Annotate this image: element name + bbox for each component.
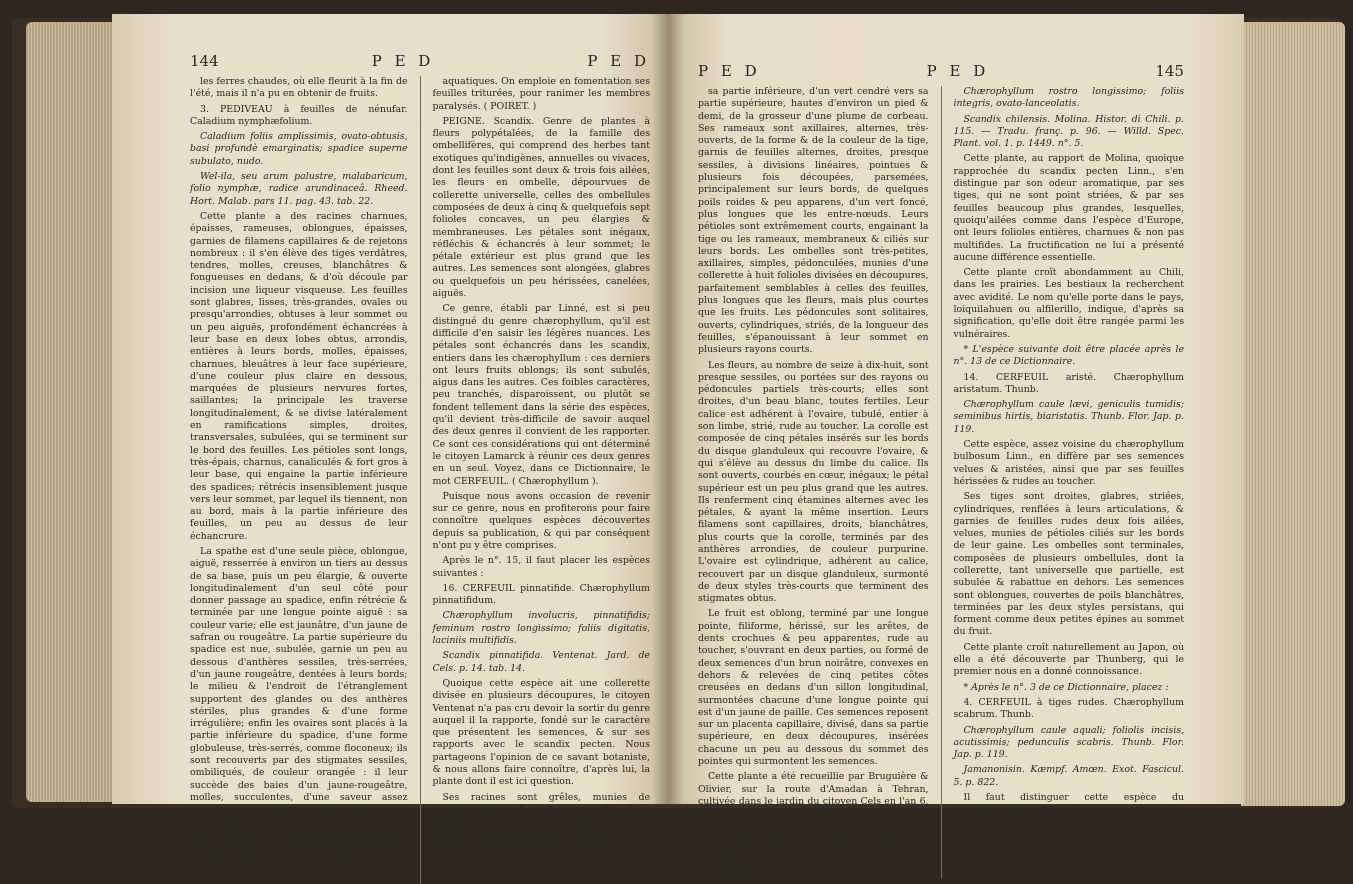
paragraph: aquatiques. On emploie en fomentation ses feuilles triturées, pour ranimer les membres paralysés. ( POIRET. ) [432, 76, 651, 112]
right-page-header [698, 62, 1184, 80]
paragraph: Wel-ila, seu arum palustre, malabaricum, folio nymphæ, radice arundinaceâ. Rheed. Hort. Malab. pars 11. pag. 43. tab. 22. [190, 171, 408, 207]
signature-mark: T [1177, 831, 1185, 843]
paragraph: La spathe est d'une seule pièce, oblongue, aiguë, resserrée à environ un tiers au dessus de sa base, puis un peu élargie, & ouverte longitudinalement d'un seul côté pour donner passage au spadice, enfin rétrécie & terminée par une longue pointe aiguë : sa couleur varie; elle est jaunâtre, d'un jaune de safran ou rougeâtre. La partie supérieure du spadice est nue, subulée, garnie un peu au dessous d'anthères sessiles, très-serrées, d'un jaune rougeâtre, dentées à leurs bords; le milieu & l'endroit de l'étranglement supportent des glandes ou des anthères stériles, plus grandes & d'une forme irrégulière; enfin les ovaires sont placés à la partie inférieure du spadice, d'une forme globuleuse, très-serrés, comme floconeux; ils sont recouverts par des stigmates sessiles, ombiliqués, de couleur orangée : il leur succède des baies d'un jaune-rougeâtre, molles, succulentes, d'une saveur assez douce, quoique toutes les autres parties de cette plante soient âcres & brûlantes : elles contiennent huit à dix semences oblongues, un peu arrondies, d'un blanc roussâtre. [190, 545, 408, 853]
paragraph: Chærophyllum caule lævi, geniculis tumidis; seminibus hirtis, biaristatis. Thunb. Flor. Jap. p. 119. [953, 399, 1185, 435]
paragraph: Cette plante croît naturellement au Japon, où elle a été découverte par Thunberg, qui le premier nous en a donné connoissance. [953, 641, 1185, 678]
catchword: sa [639, 856, 651, 868]
signature-line: Botanique. Tome V. [708, 863, 800, 875]
paragraph: * L'espèce suivante doit être placée après le n°. 13 de ce Dictionnaire. [953, 343, 1185, 368]
paragraph: Chærophyllum involucris, pinnatifidis; feminum rostro longissimo; foliis digitatis, laciniis multifidis. [432, 610, 651, 647]
paragraph: Les fleurs, au nombre de seize à dix-huit, sont presque sessiles, ou portées sur des rayons ou pédoncules partiels très-courts; elles sont droites, d'un beau blanc, toutes fertiles. Leur calice est adhérent à l'ovaire, tubulé, entier à son limbe, strié, rude au toucher. La corolle est composée de cinq pétales insérés sur les bords du disque glanduleux qui recouvre l'ovaire, & qui s'élève au dessus du limbe du calice. Ils sont ouverts, courbés en cœur, inégaux; le pétal supérieur est un peu plus grand que les autres. Ils renferment cinq étamines alternes avec les pétales, & ayant la même insertion. Leurs filamens sont capillaires, droits, blanchâtres, plus courts que la corolle, terminés par des anthères arrondies, de couleur purpurine. L'ovaire est cylindrique, adhérent au calice, recouvert par un disque glanduleux, surmonté de deux styles très-courts que terminent des stigmates obtus. [698, 359, 929, 605]
right-column-1 [698, 86, 929, 879]
paragraph: 3. PEDIVEAU à feuilles de nénufar. Caladium nymphæfolium. [190, 103, 408, 127]
paragraph: Cette plante, au rapport de Molina, quoique rapprochée du scandix pecten Linn., s'en distingue par son odeur aromatique, par ses tiges, qui ne sont point striées, & par ses feuilles beaucoup plus grandes, lesquelles, quoiqu'ailées comme dans l'espèce d'Europe, ont leurs folioles entières, charnues & non pas multifides. La fructification ne lui a présenté aucune différence essentielle. [953, 153, 1185, 263]
paragraph: Il faut distinguer cette espèce du chærophyllum hirsutum Linn., par ses feuilles bien plus petites [953, 792, 1185, 828]
paragraph: 14. CERFEUIL aristé. Chærophyllum aristatum. Thunb. [953, 371, 1185, 395]
paragraph: Cette plante a été recueillie par Bruguière & Olivier, sur la route d'Amadan à Tehran, cultivée dans le jardin du citoyen Cels en l'an 6, où elle a fleuri en prairial. ⊙ ( Caract. ex Ventenat. ) [698, 771, 929, 832]
page-number: 144 [190, 52, 219, 70]
running-head: P E D [371, 52, 435, 70]
paragraph: Ses racines sont grêles, munies de quelques fibres, & d'un gris cendré. Elles poussent des tiges presque droites, cylindriques, sillonnées, un peu rudes au toucher, rameuses, de couleur brune à [432, 791, 651, 852]
paragraph: Scandix pinnatifida. Ventenat. Jard. de Cels. p. 14. tab. 14. [432, 650, 651, 674]
paragraph: Cette plante a des racines charnues, épaisses, rameuses, oblongues, épaisses, garnies de filamens capillaires & de rejetons nombreux : il s'en élève des tiges verdâtres, tendres, molles, creuses, blanchâtres & fongueuses en dedans, & d'où découle par incision une liqueur visqueuse. Les feuilles sont glabres, lisses, très-grandes, ovales ou presqu'arrondies, obtuses à leur sommet ou un peu aiguës, profondément échancrées à leur base en deux lobes obtus, arrondis, entières à leurs bords, molles, épaisses, charnues, bleuâtres à leur face supérieure, d'une couleur plus claire en dessous, marquées de plusieurs nervures fortes, saillantes; la principale les traverse longitudinalement, & se divise latéralement en ramifications simples, droites, transversales, subulées, qui se terminent sur le bord des feuilles. Les pétioles sont longs, très-épais, charnus, canaliculés & fort gros à leur base, qui engaine la partie inférieure des spadices; rétrécis insensiblement jusque vers leur sommet, par lequel ils tiennent, non au bord, mais à la partie inférieure des feuilles, un peu au dessus de leur échancrure. [190, 210, 408, 542]
right-page [668, 14, 1244, 875]
page-number: 145 [1155, 62, 1184, 80]
left-page-edges [26, 22, 112, 802]
paragraph: Chærophyllum rostro longissimo; foliis integris, ovato-lanceolatis. [953, 86, 1185, 110]
running-head: P E D [926, 62, 990, 80]
paragraph: * Après le n°. 3 de ce Dictionnaire, placez : [963, 681, 1169, 693]
left-column-1 [190, 76, 408, 884]
book-gutter [652, 14, 684, 804]
paragraph: Quoique cette espèce ait une collerette divisée en plusieurs découpures, le citoyen Ventenat n'a pas cru devoir la sortir du genre auquel il la rapporte, fondé sur le caractère que présentent les semences, & sur ses rapports avec le scandix pecten. Nous partageons l'opinion de ce savant botaniste, & nous allons faire connoître, d'après lui, la plante dont il est ici question. [432, 677, 651, 788]
paragraph: 17. CERFEUIL du Chili. Chærophyllum chilense. [698, 835, 929, 860]
right-column-2 [953, 86, 1184, 879]
right-page-edges [1241, 22, 1345, 806]
left-page [112, 14, 668, 880]
left-page-header [190, 52, 650, 70]
column-rule [941, 86, 942, 879]
paragraph: Le fruit est oblong, terminé par une longue pointe, filiforme, hérissé, sur les arêtes, de dents crochues & peu apparentes, rude au toucher, s'ouvrant en deux parties, ou formé de deux semences d'un brun noirâtre, convexes en dehors & relevées de cinq petites côtes creusées en dedans d'un sillon longitudinal, surmontées chacune d'une longue pointe qui est d'un jaune de paille. Ces semences reposent sur un placenta capillaire, divisé, dans sa partie supérieure, en deux découpures, insérées chacune un peu au dessous du sommet des pointes qui surmontent les semences. [698, 608, 929, 768]
paragraph: Ce genre, établi par Linné, est si peu distingué du genre chærophyllum, qu'il est difficile d'en saisir les légères nuances. Les pétales sont échancrés dans les scandix, entiers dans les chærophyllum : ces derniers ont leurs fruits oblongs; ils sont subulés, aigus dans les autres. Ces foibles caractères, peu tranchés, disparoissent, ou plutôt se fondent tellement dans la série des espèces, qu'il devient très-difficile de savoir auquel des deux genres il convient de les rapporter. Ce sont ces considérations qui ont déterminé le citoyen Lamarck à réunir ces deux genres en un seul. Voyez, dans ce Dictionnaire, le mot CERFEUIL. ( Chærophyllum ). [432, 303, 651, 487]
paragraph: Ses tiges sont droites, glabres, striées, cylindriques, renflées à leurs articulations, & garnies de feuilles rudes deux fois ailées, velues, munies de pétioles ciliés sur les bords de leur gaine. Les ombelles sont terminales, composées de plusieurs ombellules, dont la collerette, tant universelle que partielle, est subulée & rabattue en dehors. Les semences sont oblongues, couvertes de poils blanchâtres, terminées par les deux styles persistans, qui forment comme deux petites épines au sommet du fruit. [953, 491, 1185, 638]
paragraph: Chærophyllum caule aquali; foliolis incisis, acutissimis; pedunculis scabris. Thunb. Flor. Jap. p. 119. [953, 724, 1185, 761]
paragraph: Caladium foliis amplissimis, ovato-obtusis, basi profundè emarginatis; spadice superne subulato, nudo. [190, 131, 408, 167]
paragraph: Cette plante croît abondamment au Chili, dans les prairies. Les bestiaux la recherchent avec avidité. Le nom qu'elle porte dans le pays, loiquilahuen ou alfilerillo, indique, d'après sa signification, qu'elle doit être rangée parmi les vulnéraires. [953, 267, 1185, 340]
running-head: P E D [698, 62, 761, 80]
paragraph: sa partie inférieure, d'un vert cendré vers sa partie supérieure, hautes d'environ un pied & demi, de la grosseur d'une plume de corbeau. Ses rameaux sont axillaires, alternes, très-ouverts, de la forme & de la couleur de la tige, garnis de feuilles alternes, droites, presque sessiles, à divisions linéaires, pointues & plusieurs fois découpées, parsemées, principalement sur leurs bords, de quelques poils roides & peu apparens, d'un vert foncé, plus longues que les entre-nœuds. Leurs pétioles sont extrêmement courts, engainant la tige ou les rameaux, membraneux & ciliés sur leurs bords. Les ombelles sont très-petites, axillaires, simples, pédonculées, munies d'une collerette à huit folioles divisées en découpures, parfaitement semblables à celles des feuilles, plus longues que les fleurs, mais plus courtes que les fruits. Les pédoncules sont solitaires, ouverts, cylindriques, striés, de la longueur des feuilles, s'épanouissant à leur sommet en plusieurs rayons courts. [698, 86, 929, 356]
paragraph: Scandix chilensis. Molina. Histor. di Chili. p. 115. — Tradu. franç. p. 96. — Willd. Spec. Plant. vol. 1. p. 1449. n°. 5. [953, 113, 1185, 150]
paragraph: Cette espèce, assez voisine du chærophyllum bulbosum Linn., en diffère par ses semences velues & aristées, ainsi que par ses feuilles hérissées & rudes au toucher. [953, 439, 1185, 487]
paragraph: PEIGNE. Scandix. Genre de plantes à fleurs polypétalées, de la famille des ombellifères, qui comprend des herbes tant exotiques qu'indigènes, annuelles ou vivaces, dont les feuilles sont deux & trois fois ailées, les fleurs en ombelle, dépourvues de collerette universelle, celles des ombellules composées de deux à cinq & quelquefois sept folioles concaves, un peu élargies & membraneuses. Les pétales sont inégaux, réfléchis & échancrés à leur sommet; le pétale extérieur est plus grand que les autres. Les semences sont alongées, glabres ou quelquefois un peu hérissées, canelées, aiguës. [432, 115, 651, 300]
paragraph: Cette plante croît au Malabar, dans les lieux [190, 856, 408, 880]
running-head: P E D [587, 52, 650, 70]
paragraph: les ferres chaudes, où elle fleurit à la fin de l'été, mais il n'a pu en obtenir de fruits. [190, 76, 408, 100]
paragraph: 16. CERFEUIL pinnatifide. Chærophyllum pinnatifidum. [432, 582, 651, 607]
left-column-2 [432, 76, 650, 884]
paragraph: 4. CERFEUIL à tiges rudes. Chærophyllum scabrum. Thunb. [953, 696, 1185, 721]
paragraph: Jamanonisin. Kæmpf. Amœn. Exot. Fascicul. 5. p. 822. [953, 764, 1185, 788]
column-rule [420, 76, 421, 884]
paragraph: Après le n°. 15, il faut placer les espèces suivantes : [432, 555, 651, 579]
paragraph: Puisque nous avons occasion de revenir sur ce genre, nous en profiterons pour faire connoître quelques espèces découvertes depuis sa publication, & qui par conséquent n'ont pu y être comprises. [432, 490, 651, 551]
